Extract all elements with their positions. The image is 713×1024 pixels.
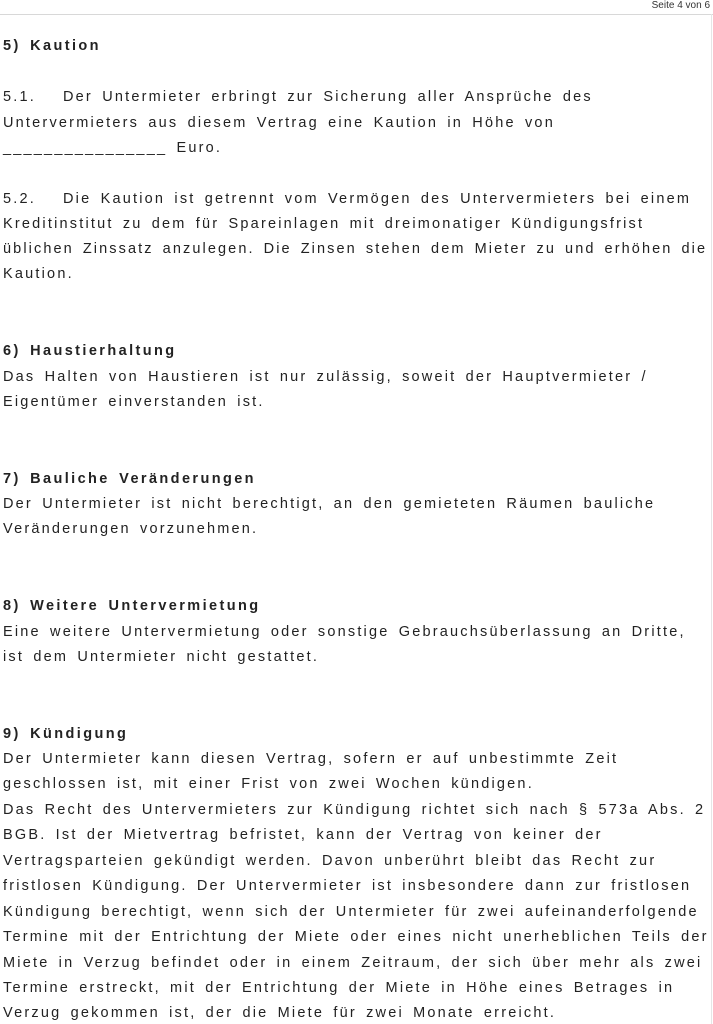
section-heading-weitere-untervermietung: 8) Weitere Untervermietung: [3, 598, 261, 614]
paragraph-5-2-line-3: üblichen Zinssatz anzulegen. Die Zinsen stehen dem Mieter zu und erhöhen die: [3, 241, 708, 257]
paragraph-5-2-text-1: Die Kaution ist getrennt vom Vermögen des Untervermieters bei einem: [63, 191, 692, 207]
section-9-line-4: BGB. Ist der Mietvertrag befristet, kann der Vertrag von keiner der: [3, 827, 603, 843]
section-9-line-5: Vertragsparteien gekündigt werden. Davon unberührt bleibt das Recht zur: [3, 853, 657, 869]
section-8-line-2: ist dem Untermieter nicht gestattet.: [3, 649, 320, 665]
paragraph-5-2-line-4: Kaution.: [3, 266, 74, 282]
paragraph-number-5-1: 5.1.: [3, 89, 36, 105]
section-9-line-9: Miete in Verzug befindet oder in einem Zeitraum, der sich über mehr als zwei: [3, 955, 703, 971]
paragraph-5-1-text-1: Der Untermieter erbringt zur Sicherung aller Ansprüche des: [63, 89, 593, 105]
section-9-line-1: Der Untermieter kann diesen Vertrag, sofern er auf unbestimmte Zeit: [3, 751, 619, 767]
paragraph-5-1-line-2: Untervermieters aus diesem Vertrag eine Kaution in Höhe von: [3, 115, 555, 131]
section-heading-kuendigung: 9) Kündigung: [3, 726, 129, 742]
section-9-line-10: Termine erstreckt, mit der Entrichtung der Miete in Höhe eines Betrages in: [3, 980, 675, 996]
section-heading-kaution: 5) Kaution: [3, 38, 101, 54]
paragraph-5-2-line-2: Kreditinstitut zu dem für Spareinlagen mit dreimonatiger Kündigungsfrist: [3, 216, 645, 232]
section-9-line-3: Das Recht des Untervermieters zur Kündigung richtet sich nach § 573a Abs. 2: [3, 802, 706, 818]
section-6-line-1: Das Halten von Haustieren ist nur zulässig, soweit der Hauptvermieter /: [3, 369, 648, 385]
page-number: Seite 4 von 6: [651, 0, 710, 11]
section-6-line-2: Eigentümer einverstanden ist.: [3, 394, 265, 410]
section-9-line-6: fristlosen Kündigung. Der Untervermieter ist insbesondere dann zur fristlosen: [3, 878, 692, 894]
paragraph-number-5-2: 5.2.: [3, 191, 36, 207]
section-9-line-2: geschlossen ist, mit einer Frist von zwei Wochen kündigen.: [3, 776, 534, 792]
section-8-line-1: Eine weitere Untervermietung oder sonstige Gebrauchsüberlassung an Dritte,: [3, 624, 686, 640]
section-7-line-2: Veränderungen vorzunehmen.: [3, 521, 259, 537]
paragraph-5-1-line-1: [3, 87, 593, 107]
section-heading-haustierhaltung: 6) Haustierhaltung: [3, 343, 177, 359]
paragraph-5-2-line-1: [3, 189, 691, 209]
page-edge-divider: [711, 14, 712, 1024]
paragraph-5-1-line-3: ________________ Euro.: [3, 140, 223, 156]
section-heading-bauliche-veraenderungen: 7) Bauliche Veränderungen: [3, 471, 256, 487]
section-7-line-1: Der Untermieter ist nicht berechtigt, an den gemieteten Räumen bauliche: [3, 496, 656, 512]
page-header: [0, 0, 713, 15]
section-9-line-7: Kündigung berechtigt, wenn sich der Untermieter für zwei aufeinanderfolgende: [3, 904, 699, 920]
section-9-line-11: Verzug gekommen ist, der die Miete für zwei Monate erreicht.: [3, 1005, 557, 1021]
section-9-line-8: Termine mit der Entrichtung der Miete oder eines nicht unerheblichen Teils der: [3, 929, 709, 945]
